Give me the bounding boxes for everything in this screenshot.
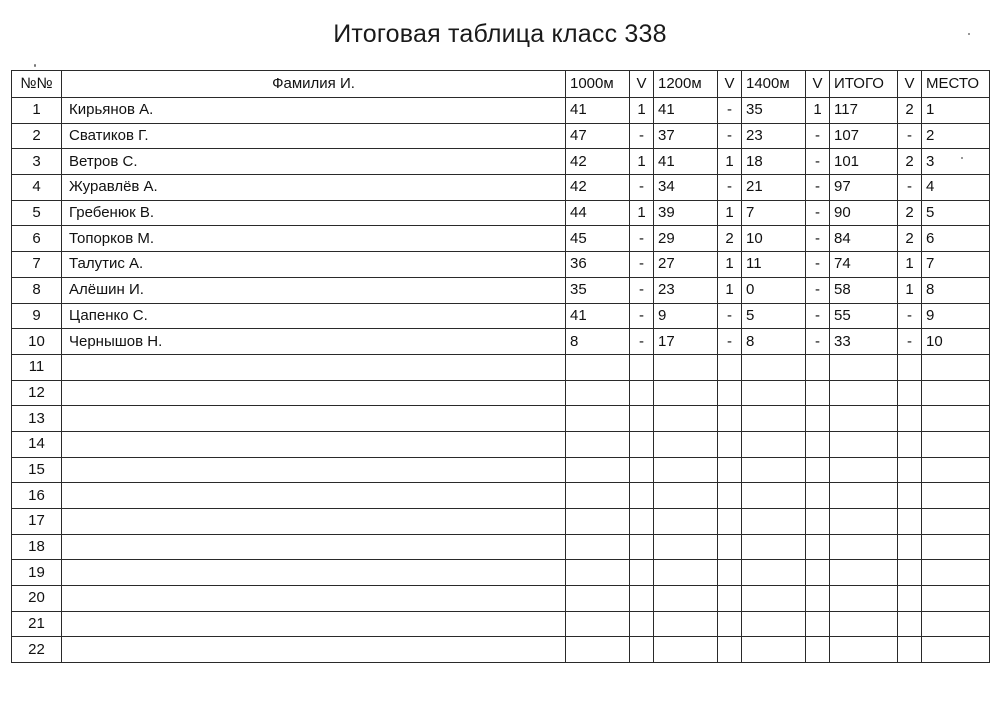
column-header-v1: V — [630, 71, 654, 98]
scan-speck — [968, 33, 970, 35]
score-1200m-cell — [654, 457, 718, 483]
row-number-cell: 17 — [12, 509, 62, 535]
row-number-cell: 8 — [12, 277, 62, 303]
v4-cell: 2 — [898, 149, 922, 175]
v2-cell: - — [718, 98, 742, 124]
score-1200m-cell: 41 — [654, 98, 718, 124]
v1-cell — [630, 431, 654, 457]
total-cell — [830, 354, 898, 380]
score-1000m-cell — [566, 431, 630, 457]
v4-cell — [898, 611, 922, 637]
v2-cell: 2 — [718, 226, 742, 252]
v1-cell: - — [630, 303, 654, 329]
place-cell: 7 — [922, 252, 990, 278]
v3-cell: 1 — [806, 98, 830, 124]
place-cell: 1 — [922, 98, 990, 124]
v2-cell: - — [718, 329, 742, 355]
row-number-cell: 15 — [12, 457, 62, 483]
row-number-cell: 21 — [12, 611, 62, 637]
row-number-cell: 13 — [12, 406, 62, 432]
column-header-v2: V — [718, 71, 742, 98]
row-number-cell: 5 — [12, 200, 62, 226]
name-cell: Кирьянов А. — [62, 98, 566, 124]
v3-cell: - — [806, 303, 830, 329]
table-row — [12, 586, 990, 612]
v3-cell: - — [806, 200, 830, 226]
v1-cell — [630, 354, 654, 380]
column-header-1400m: 1400м — [742, 71, 806, 98]
v4-cell: 1 — [898, 252, 922, 278]
v4-cell — [898, 637, 922, 663]
row-number-cell: 22 — [12, 637, 62, 663]
table-row — [12, 406, 990, 432]
name-cell: Ветров С. — [62, 149, 566, 175]
header-row — [12, 71, 990, 98]
score-1400m-cell: 35 — [742, 98, 806, 124]
v1-cell: 1 — [630, 200, 654, 226]
place-cell: 6 — [922, 226, 990, 252]
v4-cell — [898, 431, 922, 457]
table-row — [12, 354, 990, 380]
score-1400m-cell — [742, 431, 806, 457]
score-1200m-cell: 9 — [654, 303, 718, 329]
name-cell — [62, 534, 566, 560]
table-row — [12, 303, 990, 329]
v3-cell — [806, 483, 830, 509]
score-1200m-cell: 23 — [654, 277, 718, 303]
total-cell: 74 — [830, 252, 898, 278]
score-1200m-cell: 27 — [654, 252, 718, 278]
score-1000m-cell: 42 — [566, 175, 630, 201]
name-cell — [62, 483, 566, 509]
score-1400m-cell — [742, 637, 806, 663]
score-1000m-cell: 8 — [566, 329, 630, 355]
v2-cell: - — [718, 123, 742, 149]
score-1200m-cell: 41 — [654, 149, 718, 175]
table-row — [12, 483, 990, 509]
v2-cell — [718, 534, 742, 560]
score-1200m-cell — [654, 354, 718, 380]
v2-cell — [718, 406, 742, 432]
score-1000m-cell — [566, 534, 630, 560]
table-row — [12, 509, 990, 535]
name-cell: Журавлёв А. — [62, 175, 566, 201]
score-1000m-cell — [566, 380, 630, 406]
place-cell: 8 — [922, 277, 990, 303]
total-cell: 55 — [830, 303, 898, 329]
score-1400m-cell — [742, 586, 806, 612]
v4-cell: - — [898, 175, 922, 201]
score-1200m-cell: 17 — [654, 329, 718, 355]
v2-cell: - — [718, 303, 742, 329]
v3-cell — [806, 534, 830, 560]
v2-cell — [718, 354, 742, 380]
v3-cell — [806, 611, 830, 637]
score-1200m-cell: 34 — [654, 175, 718, 201]
row-number-cell: 19 — [12, 560, 62, 586]
name-cell — [62, 406, 566, 432]
score-1000m-cell — [566, 560, 630, 586]
v3-cell: - — [806, 149, 830, 175]
v4-cell — [898, 483, 922, 509]
v1-cell — [630, 483, 654, 509]
total-cell: 101 — [830, 149, 898, 175]
table-row — [12, 226, 990, 252]
name-cell — [62, 457, 566, 483]
score-1400m-cell: 11 — [742, 252, 806, 278]
v3-cell — [806, 637, 830, 663]
score-1200m-cell — [654, 637, 718, 663]
name-cell — [62, 380, 566, 406]
v3-cell — [806, 457, 830, 483]
total-cell — [830, 457, 898, 483]
total-cell — [830, 483, 898, 509]
score-1000m-cell: 41 — [566, 303, 630, 329]
v4-cell: 2 — [898, 226, 922, 252]
score-1000m-cell: 45 — [566, 226, 630, 252]
score-1000m-cell: 36 — [566, 252, 630, 278]
v4-cell: - — [898, 329, 922, 355]
v4-cell — [898, 406, 922, 432]
name-cell: Топорков М. — [62, 226, 566, 252]
row-number-cell: 7 — [12, 252, 62, 278]
table-row — [12, 611, 990, 637]
score-1200m-cell — [654, 406, 718, 432]
row-number-cell: 3 — [12, 149, 62, 175]
v2-cell: - — [718, 175, 742, 201]
total-cell: 97 — [830, 175, 898, 201]
v4-cell: 2 — [898, 98, 922, 124]
place-cell — [922, 380, 990, 406]
score-1400m-cell: 5 — [742, 303, 806, 329]
total-cell — [830, 509, 898, 535]
place-cell — [922, 560, 990, 586]
row-number-cell: 4 — [12, 175, 62, 201]
v2-cell — [718, 380, 742, 406]
v1-cell — [630, 586, 654, 612]
table-row — [12, 560, 990, 586]
score-1400m-cell — [742, 406, 806, 432]
total-cell: 84 — [830, 226, 898, 252]
v2-cell — [718, 431, 742, 457]
score-1200m-cell — [654, 586, 718, 612]
total-cell: 33 — [830, 329, 898, 355]
row-number-cell: 9 — [12, 303, 62, 329]
row-number-cell: 10 — [12, 329, 62, 355]
place-cell — [922, 457, 990, 483]
column-header-number: №№ — [12, 71, 62, 98]
table-row — [12, 637, 990, 663]
v4-cell: 1 — [898, 277, 922, 303]
score-1000m-cell: 47 — [566, 123, 630, 149]
score-1400m-cell: 10 — [742, 226, 806, 252]
table-row — [12, 98, 990, 124]
v1-cell — [630, 457, 654, 483]
column-header-name: Фамилия И. — [62, 71, 566, 98]
v2-cell: 1 — [718, 149, 742, 175]
v2-cell — [718, 509, 742, 535]
table-row — [12, 457, 990, 483]
v4-cell — [898, 354, 922, 380]
v1-cell: - — [630, 277, 654, 303]
score-1400m-cell — [742, 534, 806, 560]
score-1400m-cell — [742, 509, 806, 535]
score-1000m-cell: 42 — [566, 149, 630, 175]
total-cell — [830, 560, 898, 586]
v4-cell — [898, 560, 922, 586]
v2-cell — [718, 586, 742, 612]
row-number-cell: 11 — [12, 354, 62, 380]
name-cell: Гребенюк В. — [62, 200, 566, 226]
v3-cell: - — [806, 329, 830, 355]
table-row — [12, 175, 990, 201]
column-header-total: ИТОГО — [830, 71, 898, 98]
place-cell — [922, 509, 990, 535]
v4-cell — [898, 586, 922, 612]
score-1400m-cell: 7 — [742, 200, 806, 226]
total-cell: 90 — [830, 200, 898, 226]
column-header-1200m: 1200м — [654, 71, 718, 98]
table-row — [12, 200, 990, 226]
v1-cell: - — [630, 252, 654, 278]
v2-cell — [718, 483, 742, 509]
v3-cell: - — [806, 226, 830, 252]
place-cell: 4 — [922, 175, 990, 201]
v2-cell: 1 — [718, 200, 742, 226]
column-header-place: МЕСТО — [922, 71, 990, 98]
v1-cell — [630, 560, 654, 586]
column-header-v3: V — [806, 71, 830, 98]
v4-cell: 2 — [898, 200, 922, 226]
page-title: Итоговая таблица класс 338 — [333, 20, 667, 48]
place-cell — [922, 586, 990, 612]
v3-cell: - — [806, 123, 830, 149]
score-1400m-cell: 18 — [742, 149, 806, 175]
score-1400m-cell — [742, 560, 806, 586]
score-1200m-cell — [654, 611, 718, 637]
scan-speck — [961, 157, 963, 159]
place-cell: 3 — [922, 149, 990, 175]
score-1000m-cell: 44 — [566, 200, 630, 226]
v2-cell — [718, 457, 742, 483]
v2-cell: 1 — [718, 252, 742, 278]
v1-cell: 1 — [630, 149, 654, 175]
name-cell: Талутис А. — [62, 252, 566, 278]
score-1000m-cell — [566, 354, 630, 380]
v3-cell — [806, 380, 830, 406]
v4-cell — [898, 534, 922, 560]
name-cell: Алёшин И. — [62, 277, 566, 303]
results-table — [11, 70, 990, 663]
column-header-v4: V — [898, 71, 922, 98]
score-1200m-cell: 37 — [654, 123, 718, 149]
v3-cell: - — [806, 175, 830, 201]
total-cell: 107 — [830, 123, 898, 149]
score-1400m-cell: 23 — [742, 123, 806, 149]
table-body — [12, 98, 990, 663]
v1-cell — [630, 637, 654, 663]
score-1000m-cell: 35 — [566, 277, 630, 303]
total-cell — [830, 380, 898, 406]
score-1200m-cell — [654, 560, 718, 586]
score-1000m-cell — [566, 611, 630, 637]
table-row — [12, 277, 990, 303]
score-1200m-cell — [654, 431, 718, 457]
row-number-cell: 2 — [12, 123, 62, 149]
place-cell — [922, 534, 990, 560]
score-1400m-cell: 8 — [742, 329, 806, 355]
score-1000m-cell: 41 — [566, 98, 630, 124]
score-1200m-cell — [654, 380, 718, 406]
place-cell — [922, 406, 990, 432]
score-1200m-cell — [654, 509, 718, 535]
v3-cell — [806, 586, 830, 612]
score-1000m-cell — [566, 483, 630, 509]
table-row — [12, 534, 990, 560]
score-1000m-cell — [566, 586, 630, 612]
name-cell — [62, 637, 566, 663]
total-cell — [830, 637, 898, 663]
score-1200m-cell: 29 — [654, 226, 718, 252]
score-1000m-cell — [566, 509, 630, 535]
row-number-cell: 16 — [12, 483, 62, 509]
row-number-cell: 6 — [12, 226, 62, 252]
v4-cell — [898, 509, 922, 535]
v3-cell: - — [806, 277, 830, 303]
score-1400m-cell — [742, 483, 806, 509]
name-cell — [62, 586, 566, 612]
v1-cell: - — [630, 175, 654, 201]
score-1400m-cell — [742, 354, 806, 380]
v4-cell — [898, 380, 922, 406]
v1-cell — [630, 406, 654, 432]
v1-cell: 1 — [630, 98, 654, 124]
v1-cell: - — [630, 123, 654, 149]
total-cell — [830, 431, 898, 457]
name-cell — [62, 560, 566, 586]
score-1400m-cell: 0 — [742, 277, 806, 303]
score-1400m-cell — [742, 457, 806, 483]
place-cell — [922, 483, 990, 509]
score-1400m-cell — [742, 380, 806, 406]
place-cell: 2 — [922, 123, 990, 149]
table-row — [12, 252, 990, 278]
place-cell: 5 — [922, 200, 990, 226]
name-cell: Цапенко С. — [62, 303, 566, 329]
score-1400m-cell: 21 — [742, 175, 806, 201]
place-cell — [922, 431, 990, 457]
score-1200m-cell — [654, 534, 718, 560]
score-1000m-cell — [566, 406, 630, 432]
name-cell — [62, 354, 566, 380]
total-cell: 117 — [830, 98, 898, 124]
score-1000m-cell — [566, 637, 630, 663]
v4-cell — [898, 457, 922, 483]
v4-cell: - — [898, 123, 922, 149]
place-cell: 10 — [922, 329, 990, 355]
total-cell — [830, 534, 898, 560]
row-number-cell: 20 — [12, 586, 62, 612]
total-cell: 58 — [830, 277, 898, 303]
place-cell: 9 — [922, 303, 990, 329]
v3-cell — [806, 560, 830, 586]
v3-cell — [806, 406, 830, 432]
table-row — [12, 149, 990, 175]
total-cell — [830, 406, 898, 432]
v2-cell — [718, 611, 742, 637]
v3-cell: - — [806, 252, 830, 278]
v1-cell — [630, 611, 654, 637]
name-cell — [62, 611, 566, 637]
v3-cell — [806, 509, 830, 535]
place-cell — [922, 637, 990, 663]
name-cell: Сватиков Г. — [62, 123, 566, 149]
row-number-cell: 12 — [12, 380, 62, 406]
row-number-cell: 14 — [12, 431, 62, 457]
total-cell — [830, 586, 898, 612]
name-cell: Чернышов Н. — [62, 329, 566, 355]
v1-cell — [630, 534, 654, 560]
v1-cell: - — [630, 329, 654, 355]
scan-speck — [34, 64, 36, 67]
v1-cell — [630, 509, 654, 535]
table-row — [12, 329, 990, 355]
name-cell — [62, 509, 566, 535]
v1-cell: - — [630, 226, 654, 252]
score-1400m-cell — [742, 611, 806, 637]
v1-cell — [630, 380, 654, 406]
name-cell — [62, 431, 566, 457]
column-header-1000m: 1000м — [566, 71, 630, 98]
score-1200m-cell — [654, 483, 718, 509]
total-cell — [830, 611, 898, 637]
table-row — [12, 123, 990, 149]
v4-cell: - — [898, 303, 922, 329]
place-cell — [922, 354, 990, 380]
v3-cell — [806, 431, 830, 457]
table-row — [12, 431, 990, 457]
v3-cell — [806, 354, 830, 380]
row-number-cell: 18 — [12, 534, 62, 560]
v2-cell — [718, 637, 742, 663]
table-row — [12, 380, 990, 406]
score-1200m-cell: 39 — [654, 200, 718, 226]
score-1000m-cell — [566, 457, 630, 483]
place-cell — [922, 611, 990, 637]
v2-cell: 1 — [718, 277, 742, 303]
v2-cell — [718, 560, 742, 586]
row-number-cell: 1 — [12, 98, 62, 124]
